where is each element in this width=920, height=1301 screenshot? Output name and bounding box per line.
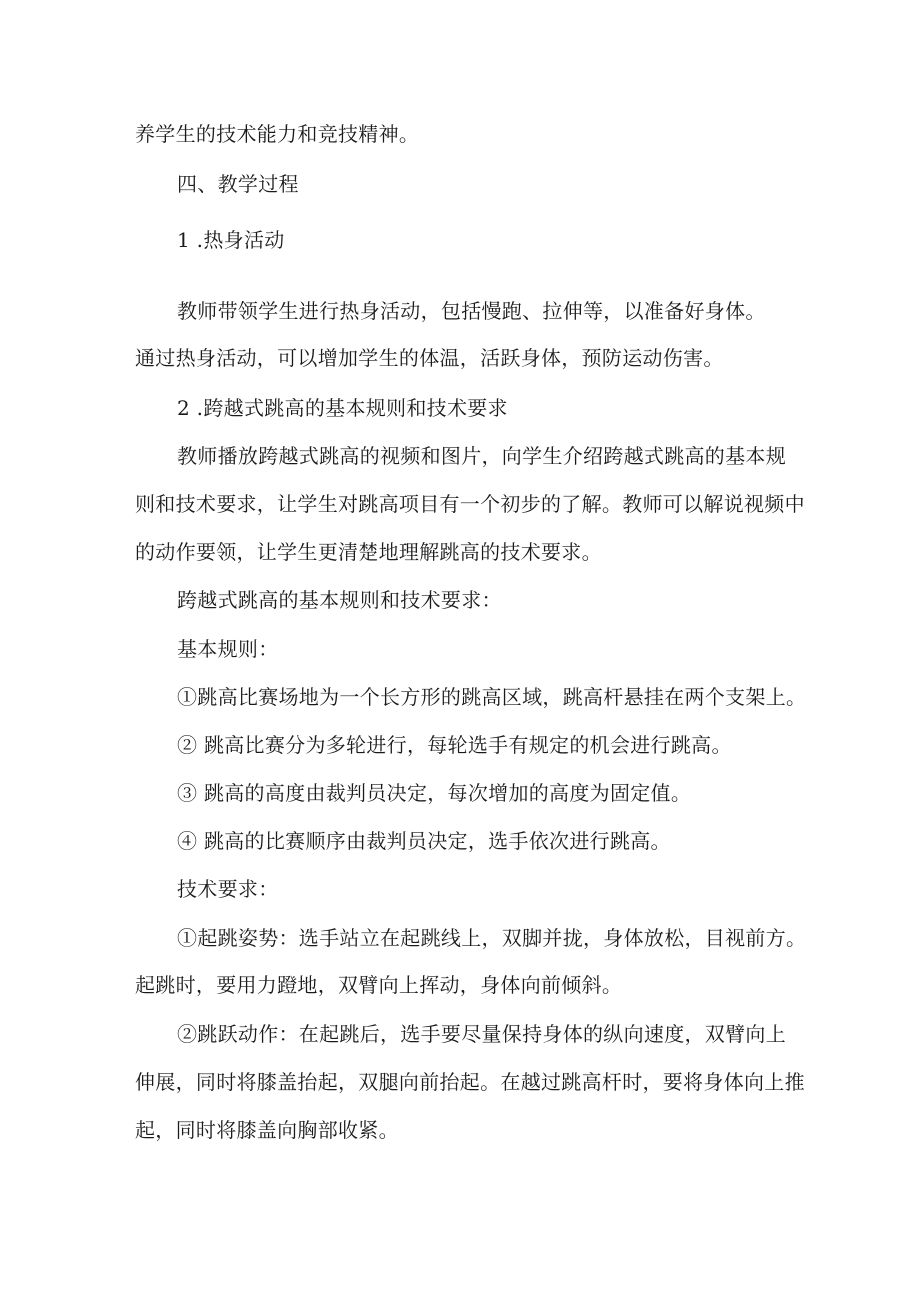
text-line-10: 跨越式跳高的基本规则和技术要求： <box>177 588 502 612</box>
rule-item-4: ④ 跳高的比赛顺序由裁判员决定，选手依次进行跳高。 <box>177 829 671 853</box>
tech-item-1-cont: 起跳时，要用力蹬地，双臂向上挥动，身体向前倾斜。 <box>135 973 623 997</box>
text-line-5: 通过热身活动，可以增加学生的体温，活跃身体，预防运动伤害。 <box>135 346 724 370</box>
text-line-4: 教师带领学生进行热身活动，包括慢跑、拉伸等，以准备好身体。 <box>177 299 766 323</box>
subheading-warmup: 1 .热身活动 <box>177 228 285 252</box>
rule-item-1: ①跳高比赛场地为一个长方形的跳高区域，跳高杆悬挂在两个支架上。 <box>177 685 807 709</box>
text-line-8: 则和技术要求，让学生对跳高项目有一个初步的了解。教师可以解说视频中 <box>135 492 805 516</box>
rule-item-2: ② 跳高比赛分为多轮进行，每轮选手有规定的机会进行跳高。 <box>177 733 732 757</box>
text-line-9: 的动作要领，让学生更清楚地理解跳高的技术要求。 <box>135 540 602 564</box>
subheading-rules: 2 .跨越式跳高的基本规则和技术要求 <box>177 396 508 420</box>
section-heading-teaching-process: 四、教学过程 <box>177 172 299 196</box>
tech-item-1: ①起跳姿势：选手站立在起跳线上，双脚并拢，身体放松，目视前方。 <box>177 926 807 950</box>
tech-item-2: ②跳跃动作：在起跳后，选手要尽量保持身体的纵向速度，双臂向上 <box>177 1022 786 1046</box>
tech-item-2-cont-1: 伸展，同时将膝盖抬起，双腿向前抬起。在越过跳高杆时，要将身体向上推 <box>135 1070 805 1094</box>
label-basic-rules: 基本规则： <box>177 637 279 661</box>
rule-item-3: ③ 跳高的高度由裁判员决定，每次增加的高度为固定值。 <box>177 781 692 805</box>
label-technical-requirements: 技术要求： <box>177 877 279 901</box>
tech-item-2-cont-2: 起，同时将膝盖向胸部收紧。 <box>135 1118 399 1142</box>
text-line-7: 教师播放跨越式跳高的视频和图片，向学生介绍跨越式跳高的基本规 <box>177 444 786 468</box>
text-line-1: 养学生的技术能力和竞技精神。 <box>135 122 420 146</box>
